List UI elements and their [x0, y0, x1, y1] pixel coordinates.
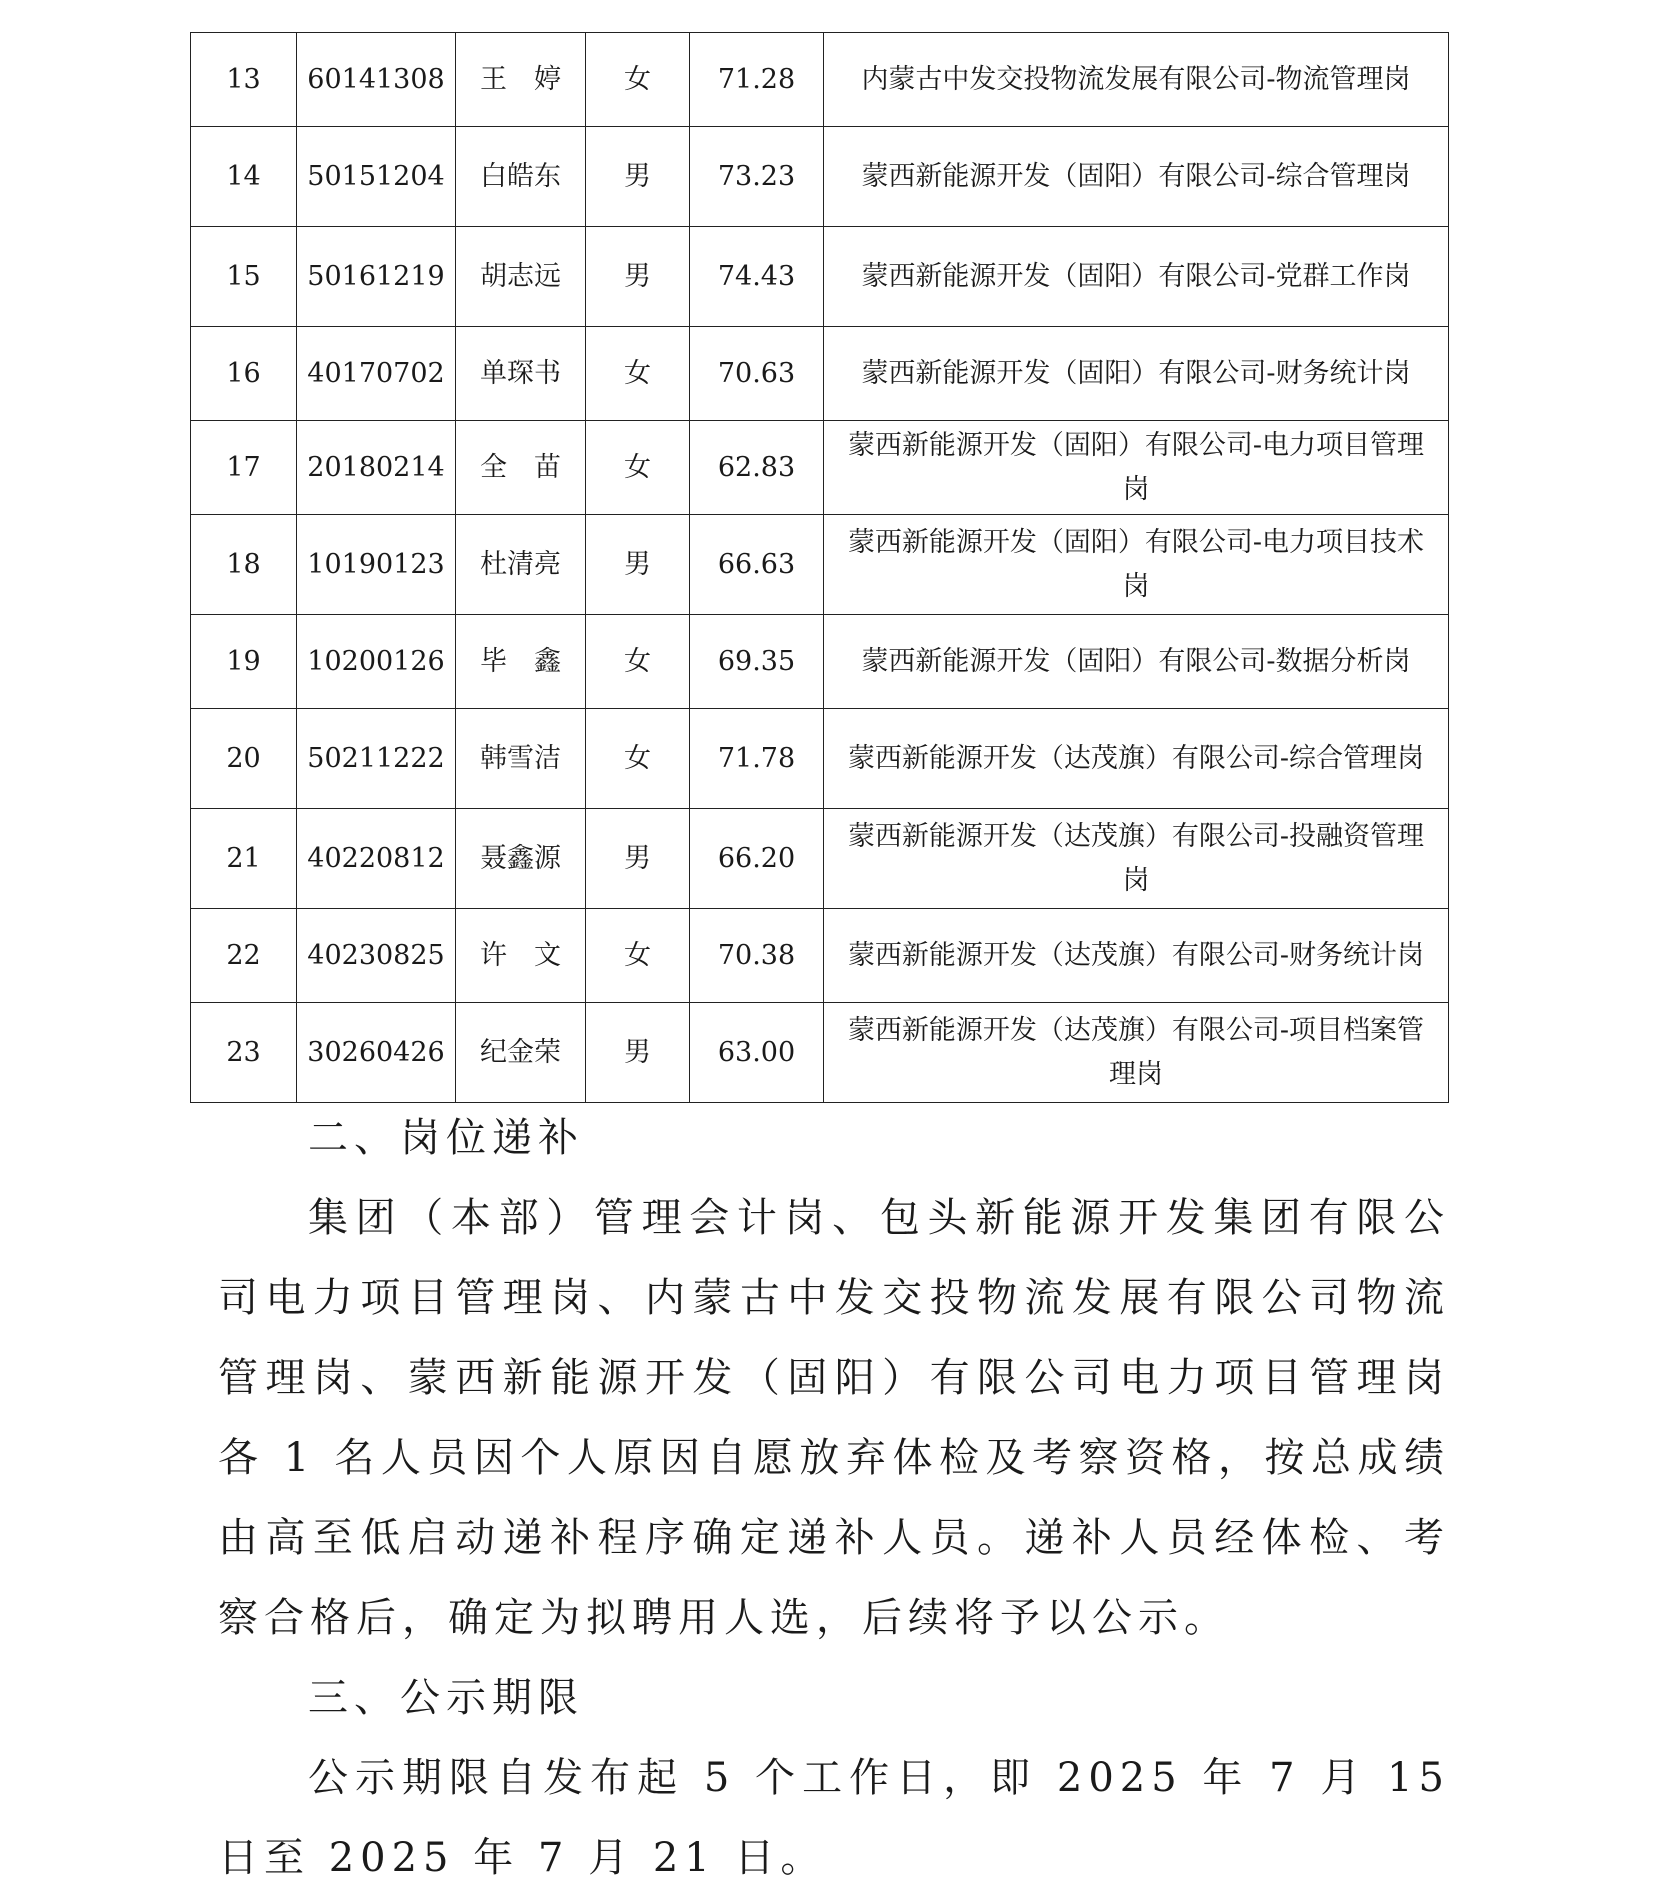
cell-post: 蒙西新能源开发（固阳）有限公司-财务统计岗: [824, 327, 1449, 421]
cell-id: 10190123: [297, 515, 456, 615]
cell-name: 纪金荣: [456, 1003, 586, 1103]
table-row: [191, 127, 1449, 227]
cell-name: 韩雪洁: [456, 709, 586, 809]
cell-id: 40220812: [297, 809, 456, 909]
cell-post: 蒙西新能源开发（固阳）有限公司-电力项目技术岗: [824, 515, 1449, 615]
cell-sex: 男: [586, 515, 690, 615]
cell-score: 62.83: [690, 421, 824, 515]
table-row: [191, 515, 1449, 615]
cell-score: 71.78: [690, 709, 824, 809]
cell-post: 内蒙古中发交投物流发展有限公司-物流管理岗: [824, 33, 1449, 127]
section2-body: 集团（本部）管理会计岗、包头新能源开发集团有限公司电力项目管理岗、内蒙古中发交投物流发展有限公司物流管理岗、蒙西新能源开发（固阳）有限公司电力项目管理岗各 1 名人员因个人原因自愿放弃体检及考察资格，按总成绩由高至低启动递补程序确定递补人员。递补人员经体检、考察合格后，确定为拟聘用人选，后续将予以公示。: [218, 1195, 1450, 1641]
cell-post: 蒙西新能源开发（达茂旗）有限公司-项目档案管理岗: [824, 1003, 1449, 1103]
section3-heading: 三、公示期限: [308, 1675, 584, 1721]
cell-no: 16: [191, 327, 297, 421]
cell-post: 蒙西新能源开发（达茂旗）有限公司-综合管理岗: [824, 709, 1449, 809]
cell-name: 许 文: [456, 909, 586, 1003]
cell-name: 杜清亮: [456, 515, 586, 615]
cell-name: 毕 鑫: [456, 615, 586, 709]
table-row: [191, 709, 1449, 809]
cell-score: 66.63: [690, 515, 824, 615]
cell-id: 10200126: [297, 615, 456, 709]
cell-sex: 女: [586, 421, 690, 515]
cell-score: 66.20: [690, 809, 824, 909]
section3-body: 公示期限自发布起 5 个工作日，即 2025 年 7 月 15 日至 2025 年 7 月 21 日。: [218, 1755, 1450, 1881]
cell-no: 19: [191, 615, 297, 709]
table-row: [191, 421, 1449, 515]
cell-name: 王 婷: [456, 33, 586, 127]
table-row: [191, 909, 1449, 1003]
cell-score: 63.00: [690, 1003, 824, 1103]
section2-heading: 二、岗位递补: [308, 1115, 584, 1161]
cell-post: 蒙西新能源开发（固阳）有限公司-党群工作岗: [824, 227, 1449, 327]
cell-id: 50211222: [297, 709, 456, 809]
cell-id: 60141308: [297, 33, 456, 127]
cell-score: 69.35: [690, 615, 824, 709]
cell-no: 14: [191, 127, 297, 227]
cell-no: 17: [191, 421, 297, 515]
candidate-table: [190, 32, 1449, 1103]
table-row: [191, 809, 1449, 909]
table-row: [191, 615, 1449, 709]
cell-sex: 男: [586, 1003, 690, 1103]
table-row: [191, 327, 1449, 421]
cell-post: 蒙西新能源开发（固阳）有限公司-电力项目管理岗: [824, 421, 1449, 515]
cell-no: 21: [191, 809, 297, 909]
cell-id: 40170702: [297, 327, 456, 421]
table-row: [191, 227, 1449, 327]
cell-sex: 女: [586, 327, 690, 421]
cell-id: 40230825: [297, 909, 456, 1003]
cell-sex: 女: [586, 709, 690, 809]
cell-score: 70.38: [690, 909, 824, 1003]
cell-no: 23: [191, 1003, 297, 1103]
cell-no: 13: [191, 33, 297, 127]
cell-id: 50161219: [297, 227, 456, 327]
cell-name: 单琛书: [456, 327, 586, 421]
cell-score: 70.63: [690, 327, 824, 421]
cell-sex: 男: [586, 127, 690, 227]
cell-sex: 女: [586, 615, 690, 709]
cell-id: 50151204: [297, 127, 456, 227]
cell-score: 71.28: [690, 33, 824, 127]
cell-no: 15: [191, 227, 297, 327]
cell-post: 蒙西新能源开发（达茂旗）有限公司-投融资管理岗: [824, 809, 1449, 909]
cell-name: 聂鑫源: [456, 809, 586, 909]
cell-sex: 男: [586, 809, 690, 909]
cell-post: 蒙西新能源开发（固阳）有限公司-综合管理岗: [824, 127, 1449, 227]
cell-sex: 男: [586, 227, 690, 327]
cell-sex: 女: [586, 909, 690, 1003]
cell-id: 30260426: [297, 1003, 456, 1103]
cell-name: 胡志远: [456, 227, 586, 327]
cell-id: 20180214: [297, 421, 456, 515]
cell-name: 白皓东: [456, 127, 586, 227]
table-row: [191, 1003, 1449, 1103]
cell-score: 74.43: [690, 227, 824, 327]
cell-no: 22: [191, 909, 297, 1003]
cell-no: 18: [191, 515, 297, 615]
cell-no: 20: [191, 709, 297, 809]
cell-score: 73.23: [690, 127, 824, 227]
candidate-table-body: [191, 33, 1449, 1103]
cell-post: 蒙西新能源开发（固阳）有限公司-数据分析岗: [824, 615, 1449, 709]
cell-name: 全 苗: [456, 421, 586, 515]
cell-sex: 女: [586, 33, 690, 127]
table-row: [191, 33, 1449, 127]
cell-post: 蒙西新能源开发（达茂旗）有限公司-财务统计岗: [824, 909, 1449, 1003]
